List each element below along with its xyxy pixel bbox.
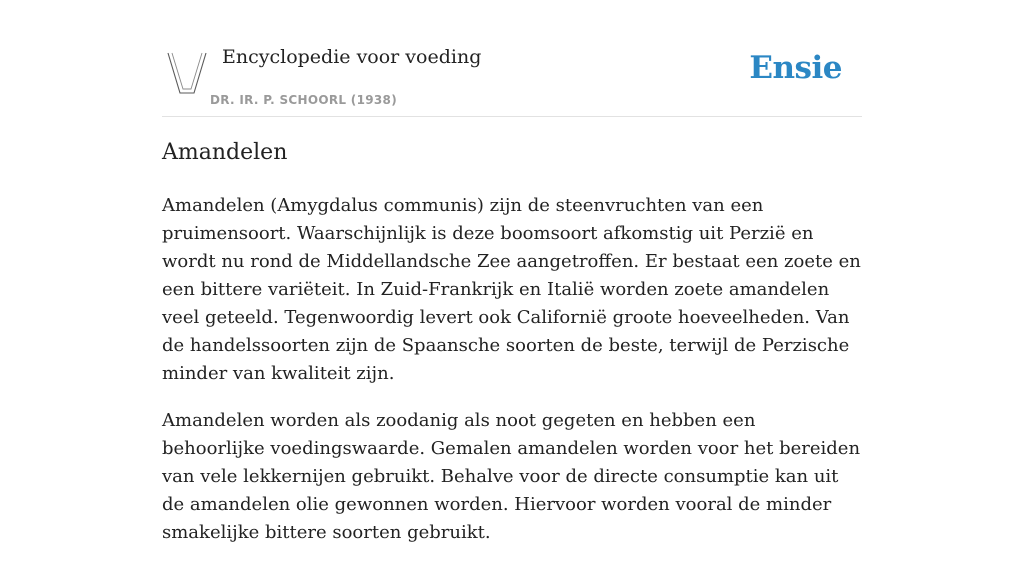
book-title[interactable]: Encyclopedie voor voeding	[222, 46, 482, 68]
header	[162, 40, 862, 117]
book-author: DR. IR. P. SCHOORL (1938)	[210, 93, 397, 107]
article-paragraph-2: Amandelen worden als zoodanig als noot gegeten en hebben een behoorlijke voedingswaarde. Gemalen amandelen worden voor het bereiden van vele lekkernijen gebruikt. Behalve voor de directe consumptie kan uit de amandelen olie gewonnen worden. Hiervoor worden vooral de minder smakelijke bittere soorten gebruikt.	[162, 410, 861, 543]
brand-logo[interactable]: Ensie	[749, 50, 842, 86]
article-body	[162, 192, 862, 566]
v-logo-icon[interactable]	[166, 49, 208, 97]
article-paragraph-1: Amandelen (Amygdalus communis) zijn de steenvruchten van een pruimensoort. Waarschijnlijk is deze boomsoort afkomstig uit Perzië en wordt nu rond de Middellandsche Zee aangetroffen. Er bestaat een zoete en een bittere variëteit. In Zuid-Frankrijk en Italië worden zoete amandelen veel geteeld. Tegenwoordig levert ook Californië groote hoeveelheden. Van de handelssoorten zijn de Spaansche soorten de beste, terwijl de Perzische minder van kwaliteit zijn.	[162, 195, 861, 384]
article-title: Amandelen	[162, 140, 288, 165]
